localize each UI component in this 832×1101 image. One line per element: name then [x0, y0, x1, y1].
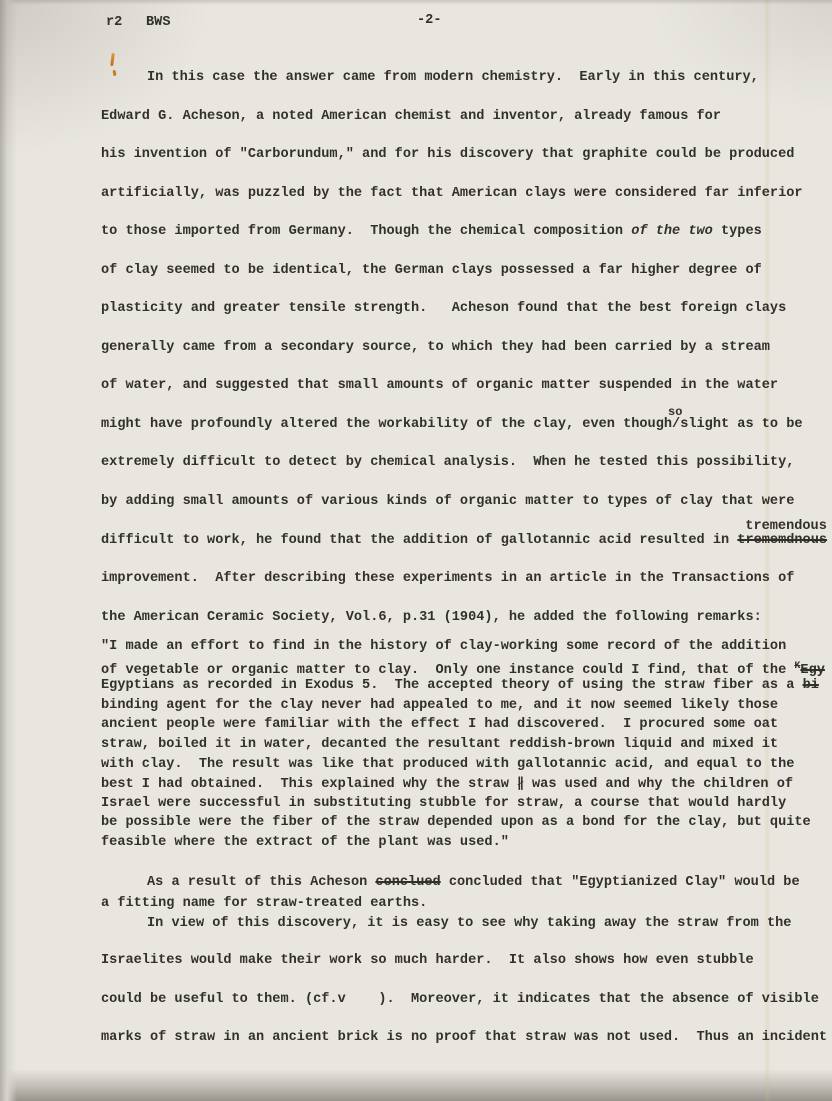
text-segment: types	[712, 224, 762, 240]
text-line: "I made an effort to find in the history of clay-working some record of the addition	[101, 639, 787, 654]
text-line: Israelites would make their work so much harder. It also shows how even stubble	[101, 953, 754, 968]
strikeout-mark: ∦	[517, 775, 524, 792]
correction-wrap	[737, 518, 828, 548]
block-quote	[101, 638, 832, 854]
typed-insertion-wrap	[668, 404, 803, 432]
text-line: by adding small amounts of various kinds of organic matter to types of clay that were	[101, 494, 795, 510]
text-line: Edward G. Acheson, a noted American chemist and inventor, already famous for	[101, 108, 721, 124]
text-line: his invention of "Carborundum," and for his discovery that graphite could be produced	[101, 147, 795, 163]
text-line: extremely difficult to detect by chemical analysis. When he tested this possibility,	[101, 455, 795, 471]
text-segment: difficult to work, he found that the addition of gallotannic acid resulted in	[101, 532, 738, 548]
text-segment: best I had obtained. This explained why the straw	[101, 777, 518, 793]
text-line: In this case the answer came from modern chemistry. Early in this century,	[147, 70, 759, 85]
text-line: be possible were the fiber of the straw depended upon as a bond for the clay, but quite	[101, 815, 811, 831]
text-line: ancient people were familiar with the effect I had discovered. I procured some oat	[101, 717, 779, 733]
handwritten-mark	[110, 53, 115, 66]
text-line: plasticity and greater tensile strength. Acheson found that the best foreign clays	[101, 301, 787, 317]
text-segment: was used and why the children of	[523, 777, 794, 793]
text-line: marks of straw in an ancient brick is no proof that straw was not used. Thus an incident	[101, 1030, 828, 1046]
text-line	[101, 677, 832, 697]
paragraph-discussion	[101, 952, 832, 1068]
text-line: with clay. The result was like that produced with gallotannic acid, and equal to the	[101, 756, 795, 772]
text-line: straw, boiled it in water, decanted the resultant reddish-brown liquid and mixed it	[101, 736, 779, 752]
struck-superscript: K	[794, 660, 801, 672]
text-segment: to those imported from Germany. Though the chemical composition	[101, 224, 632, 240]
text-line: feasible where the extract of the plant was used."	[101, 834, 509, 850]
struck-text: trememdnous	[737, 532, 828, 548]
text-line: artificially, was puzzled by the fact that American clays were considered far inferior	[101, 185, 803, 201]
text-line: could be useful to them. (cf.v ). Moreover, it indicates that the absence of visible	[101, 991, 819, 1007]
text-line: of water, and suggested that small amounts of organic matter suspended in the water	[101, 378, 779, 394]
italic-insertion: of the two	[631, 224, 713, 240]
text-line	[101, 658, 832, 678]
text-line	[101, 404, 832, 455]
typed-insertion: so	[668, 404, 683, 419]
text-segment: As a result of this Acheson	[147, 875, 376, 890]
text-line	[101, 874, 832, 895]
text-line: binding agent for the clay never had appealed to me, and it now seemed likely those	[101, 697, 779, 713]
struck-text: conclued	[375, 875, 441, 890]
paragraph-conclusion	[101, 874, 832, 936]
page-number: -2-	[417, 13, 442, 28]
revision-mark: r2	[106, 15, 123, 30]
text-segment: Egyptians as recorded in Exodus 5. The accepted theory of using the straw fiber as a	[101, 678, 803, 694]
text-segment: /slight as to be	[672, 416, 803, 432]
paragraph-main	[101, 69, 832, 647]
text-segment: of vegetable or organic matter to clay. Only one instance could I find, that of the	[101, 662, 795, 678]
text-line: generally came from a secondary source, to which they had been carried by a stream	[101, 339, 770, 355]
typed-correction: tremendous	[745, 518, 827, 534]
text-line: a fitting name for straw-treated earths.	[101, 895, 428, 911]
typist-initials: BWS	[146, 15, 171, 30]
text-line: the American Ceramic Society, Vol.6, p.31 (1904), he added the following remarks:	[101, 609, 762, 625]
text-line: In view of this discovery, it is easy to see why taking away the straw from the	[147, 916, 792, 931]
struck-text: bi	[802, 678, 819, 694]
text-segment: concluded that "Egyptianized Clay" would be	[440, 875, 800, 890]
text-line: of clay seemed to be identical, the German clays possessed a far higher degree of	[101, 262, 762, 278]
text-line	[101, 775, 832, 795]
text-line: improvement. After describing these experiments in an article in the Transactions of	[101, 571, 795, 587]
text-segment: might have profoundly altered the workability of the clay, even though	[101, 416, 673, 432]
text-line	[101, 518, 832, 571]
struck-text: Egy	[800, 662, 825, 678]
text-line: Israel were successful in substituting stubble for straw, a course that would hardly	[101, 795, 787, 811]
text-line	[101, 223, 832, 262]
